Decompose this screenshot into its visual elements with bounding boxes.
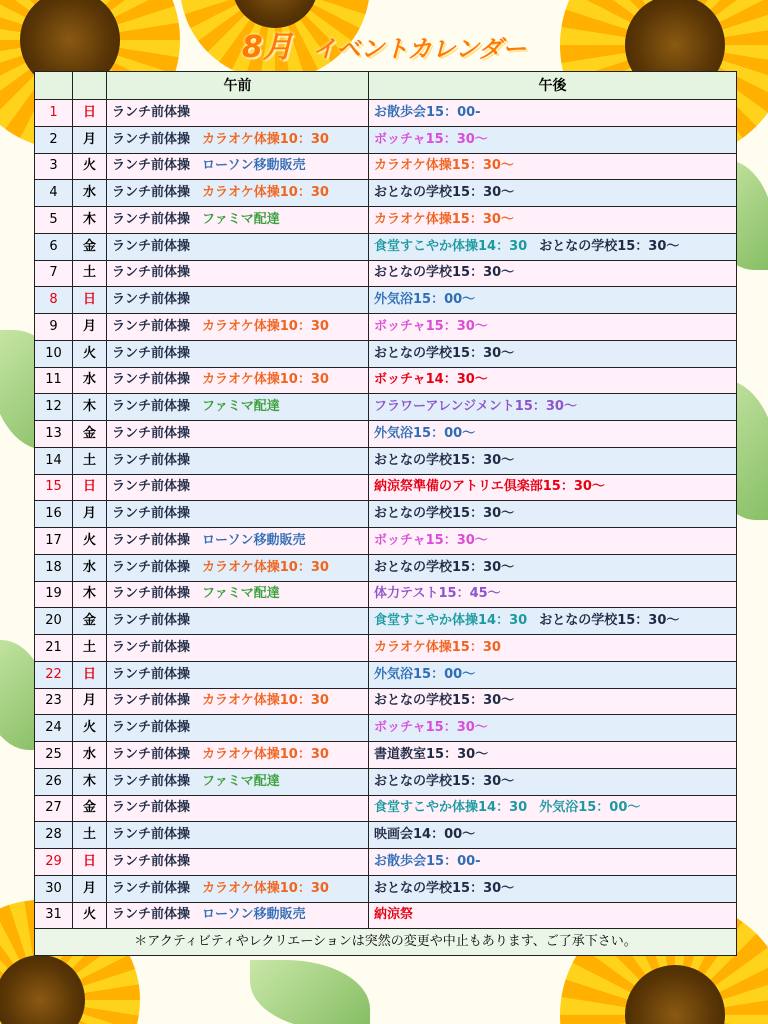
event-item: カラオケ体操10：30 xyxy=(202,880,329,896)
title-month: 8月 xyxy=(241,30,293,65)
day-number: 2 xyxy=(35,126,73,153)
weekday: 月 xyxy=(73,688,107,715)
day-number: 21 xyxy=(35,635,73,662)
am-events-cell xyxy=(107,528,369,555)
event-item: カラオケ体操10：30 xyxy=(202,559,329,575)
day-number: 29 xyxy=(35,849,73,876)
table-row xyxy=(35,394,737,421)
table-row xyxy=(35,768,737,795)
event-item: ランチ前体操 xyxy=(112,292,191,308)
event-item: おとなの学校15：30～ xyxy=(374,345,515,361)
day-number: 5 xyxy=(35,207,73,234)
table-row xyxy=(35,367,737,394)
am-events-cell xyxy=(107,875,369,902)
am-events-cell xyxy=(107,394,369,421)
pm-events-cell xyxy=(369,581,737,608)
pm-events-cell xyxy=(369,421,737,448)
header-row xyxy=(35,72,737,100)
pm-events-cell xyxy=(369,394,737,421)
event-item: ボッチャ14：30～ xyxy=(374,372,488,388)
pm-events-cell xyxy=(369,528,737,555)
am-events-cell xyxy=(107,126,369,153)
pm-events-cell xyxy=(369,849,737,876)
event-item: ランチ前体操 xyxy=(112,773,191,789)
event-item: ランチ前体操 xyxy=(112,399,191,415)
day-number: 28 xyxy=(35,822,73,849)
event-item: ランチ前体操 xyxy=(112,586,191,602)
day-number: 4 xyxy=(35,180,73,207)
event-item: ランチ前体操 xyxy=(112,238,191,254)
event-item: おとなの学校15：30～ xyxy=(539,238,680,254)
calendar-body xyxy=(35,100,737,929)
weekday: 木 xyxy=(73,394,107,421)
am-events-cell xyxy=(107,822,369,849)
pm-events-cell xyxy=(369,180,737,207)
event-item: おとなの学校15：30～ xyxy=(374,452,515,468)
pm-events-cell xyxy=(369,126,737,153)
table-row xyxy=(35,180,737,207)
pm-events-cell xyxy=(369,635,737,662)
am-events-cell xyxy=(107,447,369,474)
day-number: 18 xyxy=(35,554,73,581)
header-weekday xyxy=(73,72,107,100)
event-item: ランチ前体操 xyxy=(112,666,191,682)
pm-events-cell xyxy=(369,608,737,635)
pm-events-cell xyxy=(369,875,737,902)
weekday: 火 xyxy=(73,340,107,367)
event-item: 書道教室15：30～ xyxy=(374,746,489,762)
table-row xyxy=(35,314,737,341)
weekday: 日 xyxy=(73,661,107,688)
am-events-cell xyxy=(107,768,369,795)
event-item: ボッチャ15：30～ xyxy=(374,532,488,548)
am-events-cell xyxy=(107,421,369,448)
day-number: 20 xyxy=(35,608,73,635)
event-item: フラワーアレンジメント15：30～ xyxy=(374,399,577,415)
weekday: 水 xyxy=(73,554,107,581)
weekday: 水 xyxy=(73,180,107,207)
title-name: イベントカレンダー xyxy=(312,35,527,63)
table-row xyxy=(35,875,737,902)
weekday: 水 xyxy=(73,742,107,769)
header-pm: 午後 xyxy=(369,72,737,100)
weekday: 土 xyxy=(73,260,107,287)
event-item: カラオケ体操10：30 xyxy=(202,185,329,201)
event-item: カラオケ体操10：30 xyxy=(202,318,329,334)
day-number: 15 xyxy=(35,474,73,501)
event-item: 外気浴15：00～ xyxy=(374,666,476,682)
event-item: 外気浴15：00～ xyxy=(374,425,476,441)
weekday: 木 xyxy=(73,768,107,795)
table-row xyxy=(35,554,737,581)
day-number: 31 xyxy=(35,902,73,929)
am-events-cell xyxy=(107,367,369,394)
day-number: 23 xyxy=(35,688,73,715)
day-number: 10 xyxy=(35,340,73,367)
weekday: 月 xyxy=(73,501,107,528)
pm-events-cell xyxy=(369,688,737,715)
leaf-icon xyxy=(250,960,370,1024)
day-number: 27 xyxy=(35,795,73,822)
am-events-cell xyxy=(107,314,369,341)
table-row xyxy=(35,795,737,822)
event-calendar-table xyxy=(34,71,737,956)
am-events-cell xyxy=(107,635,369,662)
event-item: ランチ前体操 xyxy=(112,506,191,522)
footer-note: ＊アクティビティやレクリエーションは突然の変更や中止もあります、ご了承下さい。 xyxy=(35,929,737,956)
day-number: 17 xyxy=(35,528,73,555)
pm-events-cell xyxy=(369,902,737,929)
pm-events-cell xyxy=(369,501,737,528)
event-item: ランチ前体操 xyxy=(112,158,191,174)
pm-events-cell xyxy=(369,715,737,742)
table-row xyxy=(35,902,737,929)
event-item: ランチ前体操 xyxy=(112,131,191,147)
event-item: おとなの学校15：30～ xyxy=(374,880,515,896)
day-number: 9 xyxy=(35,314,73,341)
event-item: ランチ前体操 xyxy=(112,211,191,227)
day-number: 24 xyxy=(35,715,73,742)
weekday: 金 xyxy=(73,795,107,822)
table-row xyxy=(35,581,737,608)
weekday: 木 xyxy=(73,581,107,608)
am-events-cell xyxy=(107,180,369,207)
event-item: ランチ前体操 xyxy=(112,693,191,709)
day-number: 8 xyxy=(35,287,73,314)
event-item: ファミマ配達 xyxy=(202,586,280,602)
event-item: おとなの学校15：30～ xyxy=(374,693,515,709)
weekday: 火 xyxy=(73,715,107,742)
event-item: ファミマ配達 xyxy=(202,399,280,415)
event-item: ランチ前体操 xyxy=(112,720,191,736)
am-events-cell xyxy=(107,581,369,608)
table-row xyxy=(35,528,737,555)
event-item: ランチ前体操 xyxy=(112,800,191,816)
pm-events-cell xyxy=(369,742,737,769)
pm-events-cell xyxy=(369,100,737,127)
am-events-cell xyxy=(107,474,369,501)
pm-events-cell xyxy=(369,822,737,849)
event-item: ランチ前体操 xyxy=(112,479,191,495)
event-item: ローソン移動販売 xyxy=(202,532,306,548)
weekday: 火 xyxy=(73,153,107,180)
am-events-cell xyxy=(107,795,369,822)
event-item: おとなの学校15：30～ xyxy=(374,506,515,522)
am-events-cell xyxy=(107,742,369,769)
event-item: ボッチャ15：30～ xyxy=(374,318,488,334)
am-events-cell xyxy=(107,715,369,742)
event-item: ランチ前体操 xyxy=(112,318,191,334)
table-row xyxy=(35,421,737,448)
pm-events-cell xyxy=(369,367,737,394)
event-item: 食堂すこやか体操14：30 xyxy=(374,238,528,254)
day-number: 30 xyxy=(35,875,73,902)
event-item: ランチ前体操 xyxy=(112,185,191,201)
table-row xyxy=(35,688,737,715)
table-row xyxy=(35,608,737,635)
event-item: 納涼祭準備のアトリエ倶楽部15：30～ xyxy=(374,479,605,495)
event-item: カラオケ体操10：30 xyxy=(202,372,329,388)
am-events-cell xyxy=(107,207,369,234)
event-item: 外気浴15：00～ xyxy=(539,800,641,816)
pm-events-cell xyxy=(369,768,737,795)
event-item: ランチ前体操 xyxy=(112,827,191,843)
event-item: ランチ前体操 xyxy=(112,559,191,575)
table-row xyxy=(35,207,737,234)
day-number: 19 xyxy=(35,581,73,608)
pm-events-cell xyxy=(369,260,737,287)
am-events-cell xyxy=(107,233,369,260)
pm-events-cell xyxy=(369,233,737,260)
am-events-cell xyxy=(107,554,369,581)
event-item: ファミマ配達 xyxy=(202,773,280,789)
header-am: 午前 xyxy=(107,72,369,100)
am-events-cell xyxy=(107,287,369,314)
table-row xyxy=(35,742,737,769)
event-item: ランチ前体操 xyxy=(112,746,191,762)
event-item: ボッチャ15：30～ xyxy=(374,720,488,736)
day-number: 6 xyxy=(35,233,73,260)
table-row xyxy=(35,849,737,876)
event-item: ランチ前体操 xyxy=(112,613,191,629)
am-events-cell xyxy=(107,661,369,688)
event-item: 外気浴15：00～ xyxy=(374,292,476,308)
table-row xyxy=(35,153,737,180)
weekday: 金 xyxy=(73,421,107,448)
weekday: 木 xyxy=(73,207,107,234)
weekday: 月 xyxy=(73,314,107,341)
weekday: 火 xyxy=(73,902,107,929)
event-item: ランチ前体操 xyxy=(112,345,191,361)
am-events-cell xyxy=(107,902,369,929)
day-number: 25 xyxy=(35,742,73,769)
weekday: 日 xyxy=(73,287,107,314)
footer-row xyxy=(35,929,737,956)
am-events-cell xyxy=(107,340,369,367)
pm-events-cell xyxy=(369,554,737,581)
day-number: 16 xyxy=(35,501,73,528)
event-item: ランチ前体操 xyxy=(112,452,191,468)
weekday: 金 xyxy=(73,233,107,260)
page-title xyxy=(0,22,768,66)
day-number: 26 xyxy=(35,768,73,795)
table-row xyxy=(35,635,737,662)
am-events-cell xyxy=(107,608,369,635)
weekday: 月 xyxy=(73,875,107,902)
event-item: お散歩会15：00- xyxy=(374,104,481,120)
day-number: 22 xyxy=(35,661,73,688)
day-number: 7 xyxy=(35,260,73,287)
event-item: ランチ前体操 xyxy=(112,853,191,869)
event-item: ランチ前体操 xyxy=(112,907,191,923)
event-item: 食堂すこやか体操14：30 xyxy=(374,800,528,816)
event-item: 納涼祭 xyxy=(374,907,414,923)
pm-events-cell xyxy=(369,474,737,501)
pm-events-cell xyxy=(369,795,737,822)
day-number: 12 xyxy=(35,394,73,421)
event-item: カラオケ体操15：30～ xyxy=(374,158,514,174)
day-number: 13 xyxy=(35,421,73,448)
am-events-cell xyxy=(107,688,369,715)
day-number: 14 xyxy=(35,447,73,474)
pm-events-cell xyxy=(369,447,737,474)
table-row xyxy=(35,715,737,742)
weekday: 火 xyxy=(73,528,107,555)
event-item: カラオケ体操10：30 xyxy=(202,746,329,762)
event-item: カラオケ体操10：30 xyxy=(202,693,329,709)
am-events-cell xyxy=(107,260,369,287)
event-item: ランチ前体操 xyxy=(112,532,191,548)
event-item: ランチ前体操 xyxy=(112,104,191,120)
weekday: 金 xyxy=(73,608,107,635)
event-item: ランチ前体操 xyxy=(112,372,191,388)
event-item: ランチ前体操 xyxy=(112,425,191,441)
table-row xyxy=(35,447,737,474)
day-number: 3 xyxy=(35,153,73,180)
event-item: ランチ前体操 xyxy=(112,639,191,655)
event-item: カラオケ体操10：30 xyxy=(202,131,329,147)
weekday: 日 xyxy=(73,849,107,876)
event-item: カラオケ体操15：30～ xyxy=(374,211,514,227)
table-row xyxy=(35,260,737,287)
event-item: カラオケ体操15：30 xyxy=(374,639,501,655)
am-events-cell xyxy=(107,100,369,127)
table-row xyxy=(35,126,737,153)
pm-events-cell xyxy=(369,661,737,688)
weekday: 月 xyxy=(73,126,107,153)
event-item: 映画会14：00～ xyxy=(374,827,476,843)
table-row xyxy=(35,287,737,314)
table-row xyxy=(35,822,737,849)
table-row xyxy=(35,474,737,501)
event-item: 体力テスト15：45～ xyxy=(374,586,501,602)
event-item: お散歩会15：00- xyxy=(374,853,481,869)
weekday: 水 xyxy=(73,367,107,394)
table-row xyxy=(35,233,737,260)
event-item: ローソン移動販売 xyxy=(202,158,306,174)
day-number: 1 xyxy=(35,100,73,127)
table-row xyxy=(35,661,737,688)
am-events-cell xyxy=(107,849,369,876)
event-item: おとなの学校15：30～ xyxy=(374,185,515,201)
table-row xyxy=(35,340,737,367)
weekday: 日 xyxy=(73,474,107,501)
am-events-cell xyxy=(107,501,369,528)
am-events-cell xyxy=(107,153,369,180)
event-item: ランチ前体操 xyxy=(112,265,191,281)
event-item: ファミマ配達 xyxy=(202,211,280,227)
pm-events-cell xyxy=(369,314,737,341)
pm-events-cell xyxy=(369,207,737,234)
pm-events-cell xyxy=(369,287,737,314)
day-number: 11 xyxy=(35,367,73,394)
table-row xyxy=(35,501,737,528)
event-item: おとなの学校15：30～ xyxy=(539,613,680,629)
weekday: 土 xyxy=(73,822,107,849)
weekday: 土 xyxy=(73,635,107,662)
pm-events-cell xyxy=(369,153,737,180)
header-day xyxy=(35,72,73,100)
weekday: 日 xyxy=(73,100,107,127)
event-item: ランチ前体操 xyxy=(112,880,191,896)
event-item: おとなの学校15：30～ xyxy=(374,265,515,281)
event-item: おとなの学校15：30～ xyxy=(374,773,515,789)
table-row xyxy=(35,100,737,127)
pm-events-cell xyxy=(369,340,737,367)
event-item: ローソン移動販売 xyxy=(202,907,306,923)
event-item: おとなの学校15：30～ xyxy=(374,559,515,575)
event-item: ボッチャ15：30～ xyxy=(374,131,488,147)
event-item: 食堂すこやか体操14：30 xyxy=(374,613,528,629)
weekday: 土 xyxy=(73,447,107,474)
